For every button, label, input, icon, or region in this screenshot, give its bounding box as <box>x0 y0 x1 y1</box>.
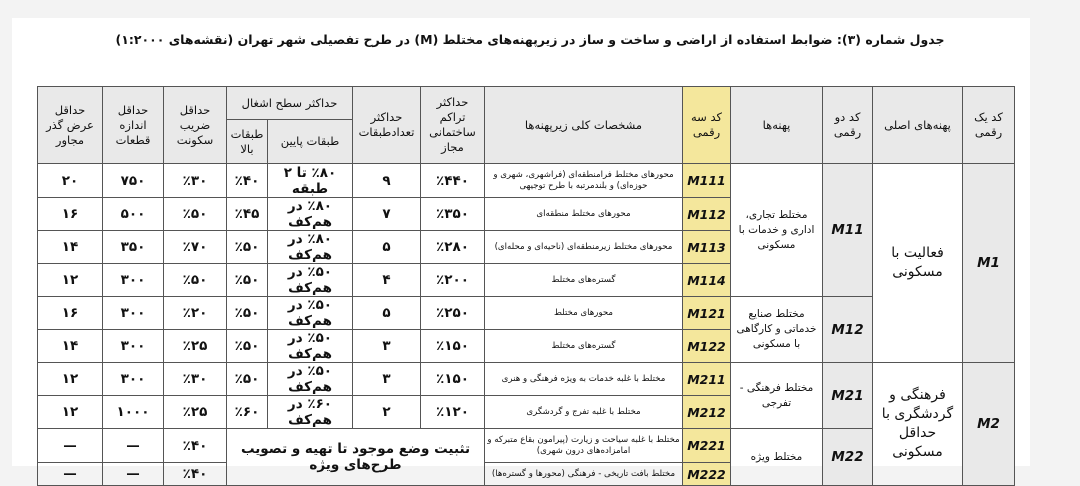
density-value: ٪۲۸۰ <box>421 231 485 264</box>
lot-size-value: ۷۵۰ <box>103 164 164 198</box>
lower-floors-value: ٪۵۰ در هم‌کف <box>268 264 353 297</box>
road-width-value: ۱۴ <box>38 330 103 363</box>
subzone-desc: محورهای مختلط زیرمنطقه‌ای (ناحیه‌ای و محله‌ای) <box>485 231 683 264</box>
residential-value: ٪۲۰ <box>164 297 227 330</box>
floors-value: ۴ <box>353 264 421 297</box>
residential-value: ٪۴۰ <box>164 463 227 486</box>
density-value: ٪۴۴۰ <box>421 164 485 198</box>
residential-value: ٪۴۰ <box>164 429 227 463</box>
header-zones: پهنه‌ها <box>731 87 823 164</box>
subzone-desc: محورهای مختلط فرامنطقه‌ای (فراشهری، شهری و حوزه‌ای) و بلندمرتبه با طرح توجیهی <box>485 164 683 198</box>
lot-size-value: ۳۵۰ <box>103 231 164 264</box>
lot-size-value: ۳۰۰ <box>103 363 164 396</box>
zone-code-m11: M11 <box>823 164 873 297</box>
road-width-value: — <box>38 463 103 486</box>
lower-floors-value: ٪۸۰ در هم‌کف <box>268 231 353 264</box>
zone-name-m22: مختلط ویژه <box>731 429 823 486</box>
zone-code-m22: M22 <box>823 429 873 486</box>
upper-floors-value: ٪۴۰ <box>227 164 268 198</box>
group-code-m1: M1 <box>963 164 1015 363</box>
lot-size-value: — <box>103 463 164 486</box>
table-row <box>38 164 1015 198</box>
density-value: ٪۲۵۰ <box>421 297 485 330</box>
header-min-residential: حداقل ضریب سکونت <box>164 87 227 164</box>
road-width-value: ۱۴ <box>38 231 103 264</box>
subzone-code: M112 <box>683 198 731 231</box>
subzone-desc: مختلط با غلبه سیاحت و زیارت (پیرامون بقاع متبرکه و امامزاده‌های درون شهری) <box>485 429 683 463</box>
lower-floors-value: ٪۸۰ در هم‌کف <box>268 198 353 231</box>
road-width-value: ۱۶ <box>38 297 103 330</box>
road-width-value: ۲۰ <box>38 164 103 198</box>
zone-name-m21: مختلط فرهنگی - تفرجی <box>731 363 823 429</box>
header-subzone-spec: مشخصات کلی زیرپهنه‌ها <box>485 87 683 164</box>
header-upper-floors: طبقات بالا <box>227 120 268 164</box>
floors-value: ۵ <box>353 231 421 264</box>
road-width-value: ۱۶ <box>38 198 103 231</box>
residential-value: ٪۲۵ <box>164 396 227 429</box>
header-max-occupancy: حداکثر سطح اشغال <box>227 87 353 120</box>
zone-code-m21: M21 <box>823 363 873 429</box>
lot-size-value: ۵۰۰ <box>103 198 164 231</box>
residential-value: ٪۳۰ <box>164 164 227 198</box>
lower-floors-value: ٪۵۰ در هم‌کف <box>268 330 353 363</box>
road-width-value: ۱۲ <box>38 264 103 297</box>
subzone-desc: گستره‌های مختلط <box>485 264 683 297</box>
lower-floors-value: ٪۵۰ در هم‌کف <box>268 363 353 396</box>
subzone-code: M222 <box>683 463 731 486</box>
subzone-code: M211 <box>683 363 731 396</box>
table-row <box>38 363 1015 396</box>
group-name-m2: فرهنگی و گردشگری با حداقل مسکونی <box>873 363 963 486</box>
upper-floors-value: ٪۶۰ <box>227 396 268 429</box>
subzone-desc: مختلط بافت تاریخی - فرهنگی (محورها و گستره‌ها) <box>485 463 683 486</box>
density-value: ٪۱۵۰ <box>421 363 485 396</box>
floors-value: ۳ <box>353 363 421 396</box>
subzone-desc: مختلط با غلبه خدمات به ویژه فرهنگی و هنری <box>485 363 683 396</box>
floors-value: ۷ <box>353 198 421 231</box>
density-value: ٪۱۲۰ <box>421 396 485 429</box>
special-plan-note: تثبیت وضع موجود تا تهیه و تصویب طرح‌های ویژه <box>227 429 485 486</box>
subzone-code: M121 <box>683 297 731 330</box>
residential-value: ٪۵۰ <box>164 198 227 231</box>
upper-floors-value: ٪۵۰ <box>227 264 268 297</box>
subzone-desc: محورهای مختلط منطقه‌ای <box>485 198 683 231</box>
lower-floors-value: ٪۵۰ در هم‌کف <box>268 297 353 330</box>
lot-size-value: — <box>103 429 164 463</box>
floors-value: ۲ <box>353 396 421 429</box>
residential-value: ٪۲۵ <box>164 330 227 363</box>
road-width-value: ۱۲ <box>38 363 103 396</box>
header-code1: کد یک رقمی <box>963 87 1015 164</box>
subzone-desc: محورهای مختلط <box>485 297 683 330</box>
header-code3: کد سه رقمی <box>683 87 731 164</box>
upper-floors-value: ٪۵۰ <box>227 297 268 330</box>
header-min-lot-size: حداقل اندازه قطعات <box>103 87 164 164</box>
table-title: جدول شماره (۳): ضوابط استفاده از اراضی و ساخت و ساز در زیرپهنه‌های مختلط (M) در طرح تفصیلی شهر تهران (نقشه‌های ۱:۲۰۰۰) <box>115 32 945 47</box>
subzone-code: M212 <box>683 396 731 429</box>
table-row <box>38 429 1015 463</box>
subzone-code: M221 <box>683 429 731 463</box>
subzone-code: M114 <box>683 264 731 297</box>
upper-floors-value: ٪۵۰ <box>227 231 268 264</box>
group-name-m1: فعالیت با مسکونی <box>873 164 963 363</box>
subzone-code: M111 <box>683 164 731 198</box>
lower-floors-value: ٪۸۰ تا ۲ طبقه <box>268 164 353 198</box>
road-width-value: — <box>38 429 103 463</box>
zone-code-m12: M12 <box>823 297 873 363</box>
upper-floors-value: ٪۴۵ <box>227 198 268 231</box>
group-code-m2: M2 <box>963 363 1015 486</box>
upper-floors-value: ٪۵۰ <box>227 330 268 363</box>
lot-size-value: ۳۰۰ <box>103 297 164 330</box>
lot-size-value: ۱۰۰۰ <box>103 396 164 429</box>
table-row <box>38 297 1015 330</box>
floors-value: ۹ <box>353 164 421 198</box>
header-lower-floors: طبقات پایین <box>268 120 353 164</box>
floors-value: ۳ <box>353 330 421 363</box>
header-main-zones: پهنه‌های اصلی <box>873 87 963 164</box>
residential-value: ٪۳۰ <box>164 363 227 396</box>
residential-value: ٪۷۰ <box>164 231 227 264</box>
zone-name-m12: مختلط صنایع خدماتی و کارگاهی با مسکونی <box>731 297 823 363</box>
header-code2: کد دو رقمی <box>823 87 873 164</box>
upper-floors-value: ٪۵۰ <box>227 363 268 396</box>
subzone-code: M113 <box>683 231 731 264</box>
lot-size-value: ۳۰۰ <box>103 330 164 363</box>
subzone-desc: گستره‌های مختلط <box>485 330 683 363</box>
zoning-rules-table <box>37 86 1015 486</box>
road-width-value: ۱۲ <box>38 396 103 429</box>
zone-name-m11: مختلط تجاری، اداری و خدمات با مسکونی <box>731 164 823 297</box>
density-value: ٪۳۵۰ <box>421 198 485 231</box>
density-value: ٪۲۰۰ <box>421 264 485 297</box>
header-max-floors: حداکثر تعدادطبقات <box>353 87 421 164</box>
header-max-density: حداکثر تراکم ساختمانی مجاز <box>421 87 485 164</box>
header-min-road-width: حداقل عرض گذر مجاور <box>38 87 103 164</box>
subzone-code: M122 <box>683 330 731 363</box>
floors-value: ۵ <box>353 297 421 330</box>
lower-floors-value: ٪۶۰ در هم‌کف <box>268 396 353 429</box>
subzone-desc: مختلط با غلبه تفرج و گردشگری <box>485 396 683 429</box>
residential-value: ٪۵۰ <box>164 264 227 297</box>
lot-size-value: ۳۰۰ <box>103 264 164 297</box>
density-value: ٪۱۵۰ <box>421 330 485 363</box>
